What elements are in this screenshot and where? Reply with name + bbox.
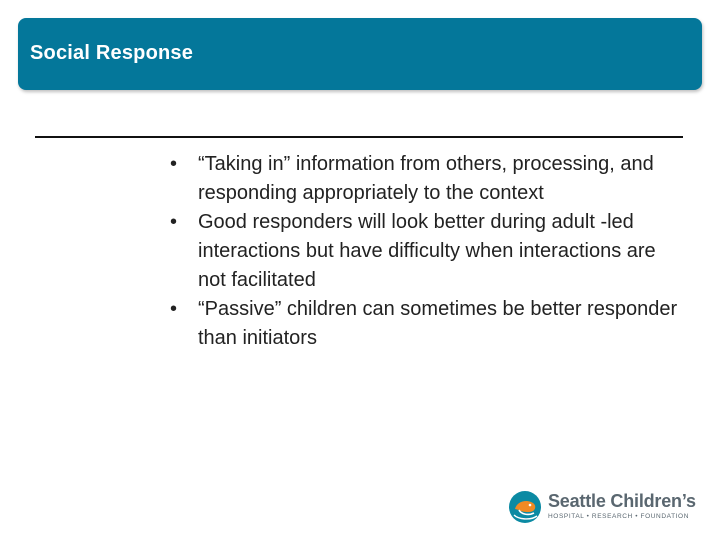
logo-name: Seattle Children’s: [548, 491, 696, 511]
bullet-text: “Passive” children can sometimes be better responder than initiators: [198, 298, 678, 349]
bullet-marker: •: [170, 211, 178, 233]
slide-title: Social Response: [30, 42, 194, 64]
bullet-text: Good responders will look better during adult -led interactions but have difficulty when interactions are not facilitated: [198, 211, 656, 291]
bullet-marker: •: [170, 153, 178, 175]
seattle-childrens-whale-icon: [508, 490, 542, 524]
bullet-item: [168, 208, 688, 295]
seattle-childrens-logo: [508, 488, 708, 528]
bullet-list: [168, 150, 688, 353]
logo-subtitle: HOSPITAL • RESEARCH • FOUNDATION: [548, 513, 690, 520]
bullet-text: “Taking in” information from others, processing, and responding appropriately to the context: [198, 153, 654, 204]
divider-line: [35, 136, 683, 138]
bullet-item: [168, 150, 688, 208]
title-bar: [18, 18, 702, 90]
bullet-item: [168, 295, 688, 353]
bullet-marker: •: [170, 298, 178, 320]
